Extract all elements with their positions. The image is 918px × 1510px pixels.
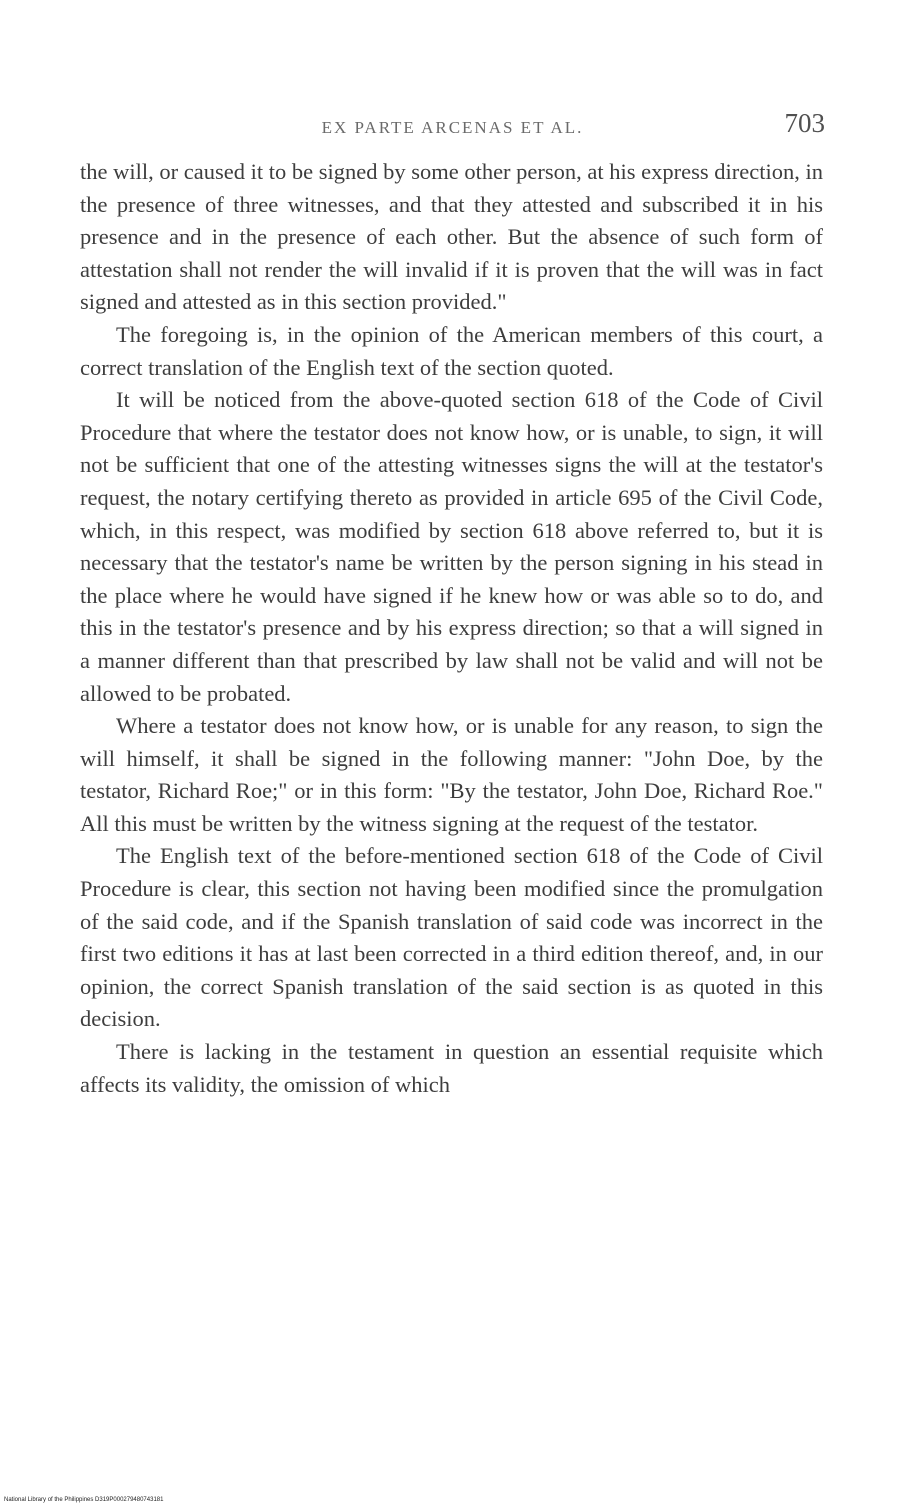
paragraph-translation-note: The foregoing is, in the opinion of the American members of this court, a correct translation of the English text of the section quoted. xyxy=(80,321,823,380)
paragraph-signing-manner: Where a testator does not know how, or is unable for any reason, to sign the will himself, it shall be signed in the following manner: "John Doe, by the testator, Richard Roe;" or in this form: "By the testator, John Doe, Richard Roe." All this must be written by the witness signing at the request of the testator. xyxy=(80,713,823,836)
paragraph-section-618: It will be noticed from the above-quoted section 618 of the Code of Civil Procedure that where the testator does not know how, or is unable, to sign, it will not be sufficient that one of the attesting witnesses signs the will at the testator's request, the notary certifying thereto as provided in article 695 of the Civil Code, which, in this respect, was modified by section 618 above referred to, but it is necessary that the testator's name be written by the person signing in his stead in the place where he would have signed if he knew how or was able so to do, and this in the testator's presence and by his express direction; so that a will signed in a manner different than that prescribed by law shall not be valid and will not be allowed to be probated. xyxy=(80,387,823,706)
page-number: 703 xyxy=(784,108,825,138)
paragraph-continuation: the will, or caused it to be signed by some other person, at his express direction, in the presence of three witnesses, and that they attested and subscribed it in his presence and in the presence of each other. But the absence of such form of attestation shall not render the will invalid if it is proven that the will was in fact signed and attested as in this section provided." xyxy=(80,159,823,315)
page-header xyxy=(80,104,825,144)
running-head: EX PARTE ARCENAS ET AL. xyxy=(321,118,584,137)
body-text xyxy=(80,156,823,1101)
paragraph-lacking-requisite: There is lacking in the testament in question an essential requisite which affects its validity, the omission of which xyxy=(80,1039,823,1097)
paragraph-english-text: The English text of the before-mentioned section 618 of the Code of Civil Procedure is clear, this section not having been modified since the promulgation of the said code, and if the Spanish translation of said code was incorrect in the first two editions it has at last been corrected in a third edition thereof, and, in our opinion, the correct Spanish translation of the said section is as quoted in this decision. xyxy=(80,843,823,1032)
scan-footer-label: National Library of the Philippines D319P000279480743181 xyxy=(4,1497,164,1503)
